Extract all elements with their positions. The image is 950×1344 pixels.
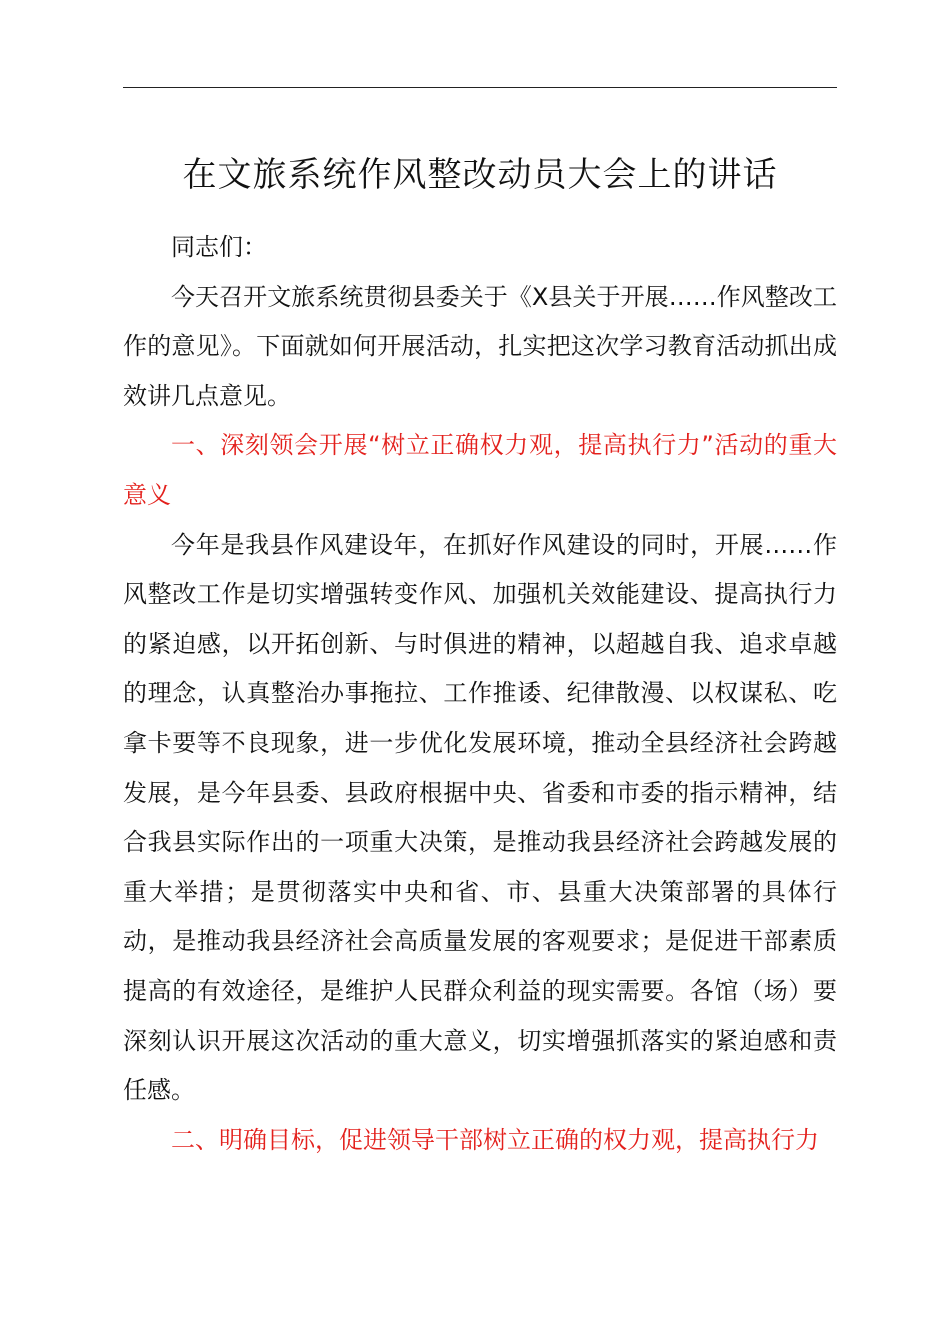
section-heading-1: 一、深刻领会开展“树立正确权力观，提高执行力”活动的重大意义 xyxy=(123,431,837,509)
header-rule xyxy=(123,87,837,88)
paragraph-intro: 今天召开文旅系统贯彻县委关于《X县关于开展……作风整改工作的意见》。下面就如何开展活动，扎实把这次学习教育活动抓出成效讲几点意见。 xyxy=(123,282,837,410)
paragraph-section-1: 今年是我县作风建设年，在抓好作风建设的同时，开展……作风整改工作是切实增强转变作风、加强机关效能建设、提高执行力的紧迫感，以开拓创新、与时俱进的精神，以超越自我、追求卓越的理念，认真整治办事拖拉、工作推诿、纪律散漫、以权谋私、吃拿卡要等不良现象，进一步优化发展环境，推动全县经济社会跨越发展，是今年县委、县政府根据中央、省委和市委的指示精神，结合我县实际作出的一项重大决策，是推动我县经济社会跨越发展的重大举措；是贯彻落实中央和省、市、县重大决策部署的具体行动，是推动我县经济社会高质量发展的客观要求；是促进干部素质提高的有效途径，是维护人民群众利益的现实需要。各馆（场）要深刻认识开展这次活动的重大意义，切实增强抓落实的紧迫感和责任感。 xyxy=(123,530,837,1105)
greeting: 同志们： xyxy=(171,233,267,261)
section-heading-2: 二、明确目标，促进领导干部树立正确的权力观，提高执行力 xyxy=(171,1125,819,1154)
document-body xyxy=(123,223,837,1165)
document-title: 在文旅系统作风整改动员大会上的讲话 xyxy=(182,155,778,195)
